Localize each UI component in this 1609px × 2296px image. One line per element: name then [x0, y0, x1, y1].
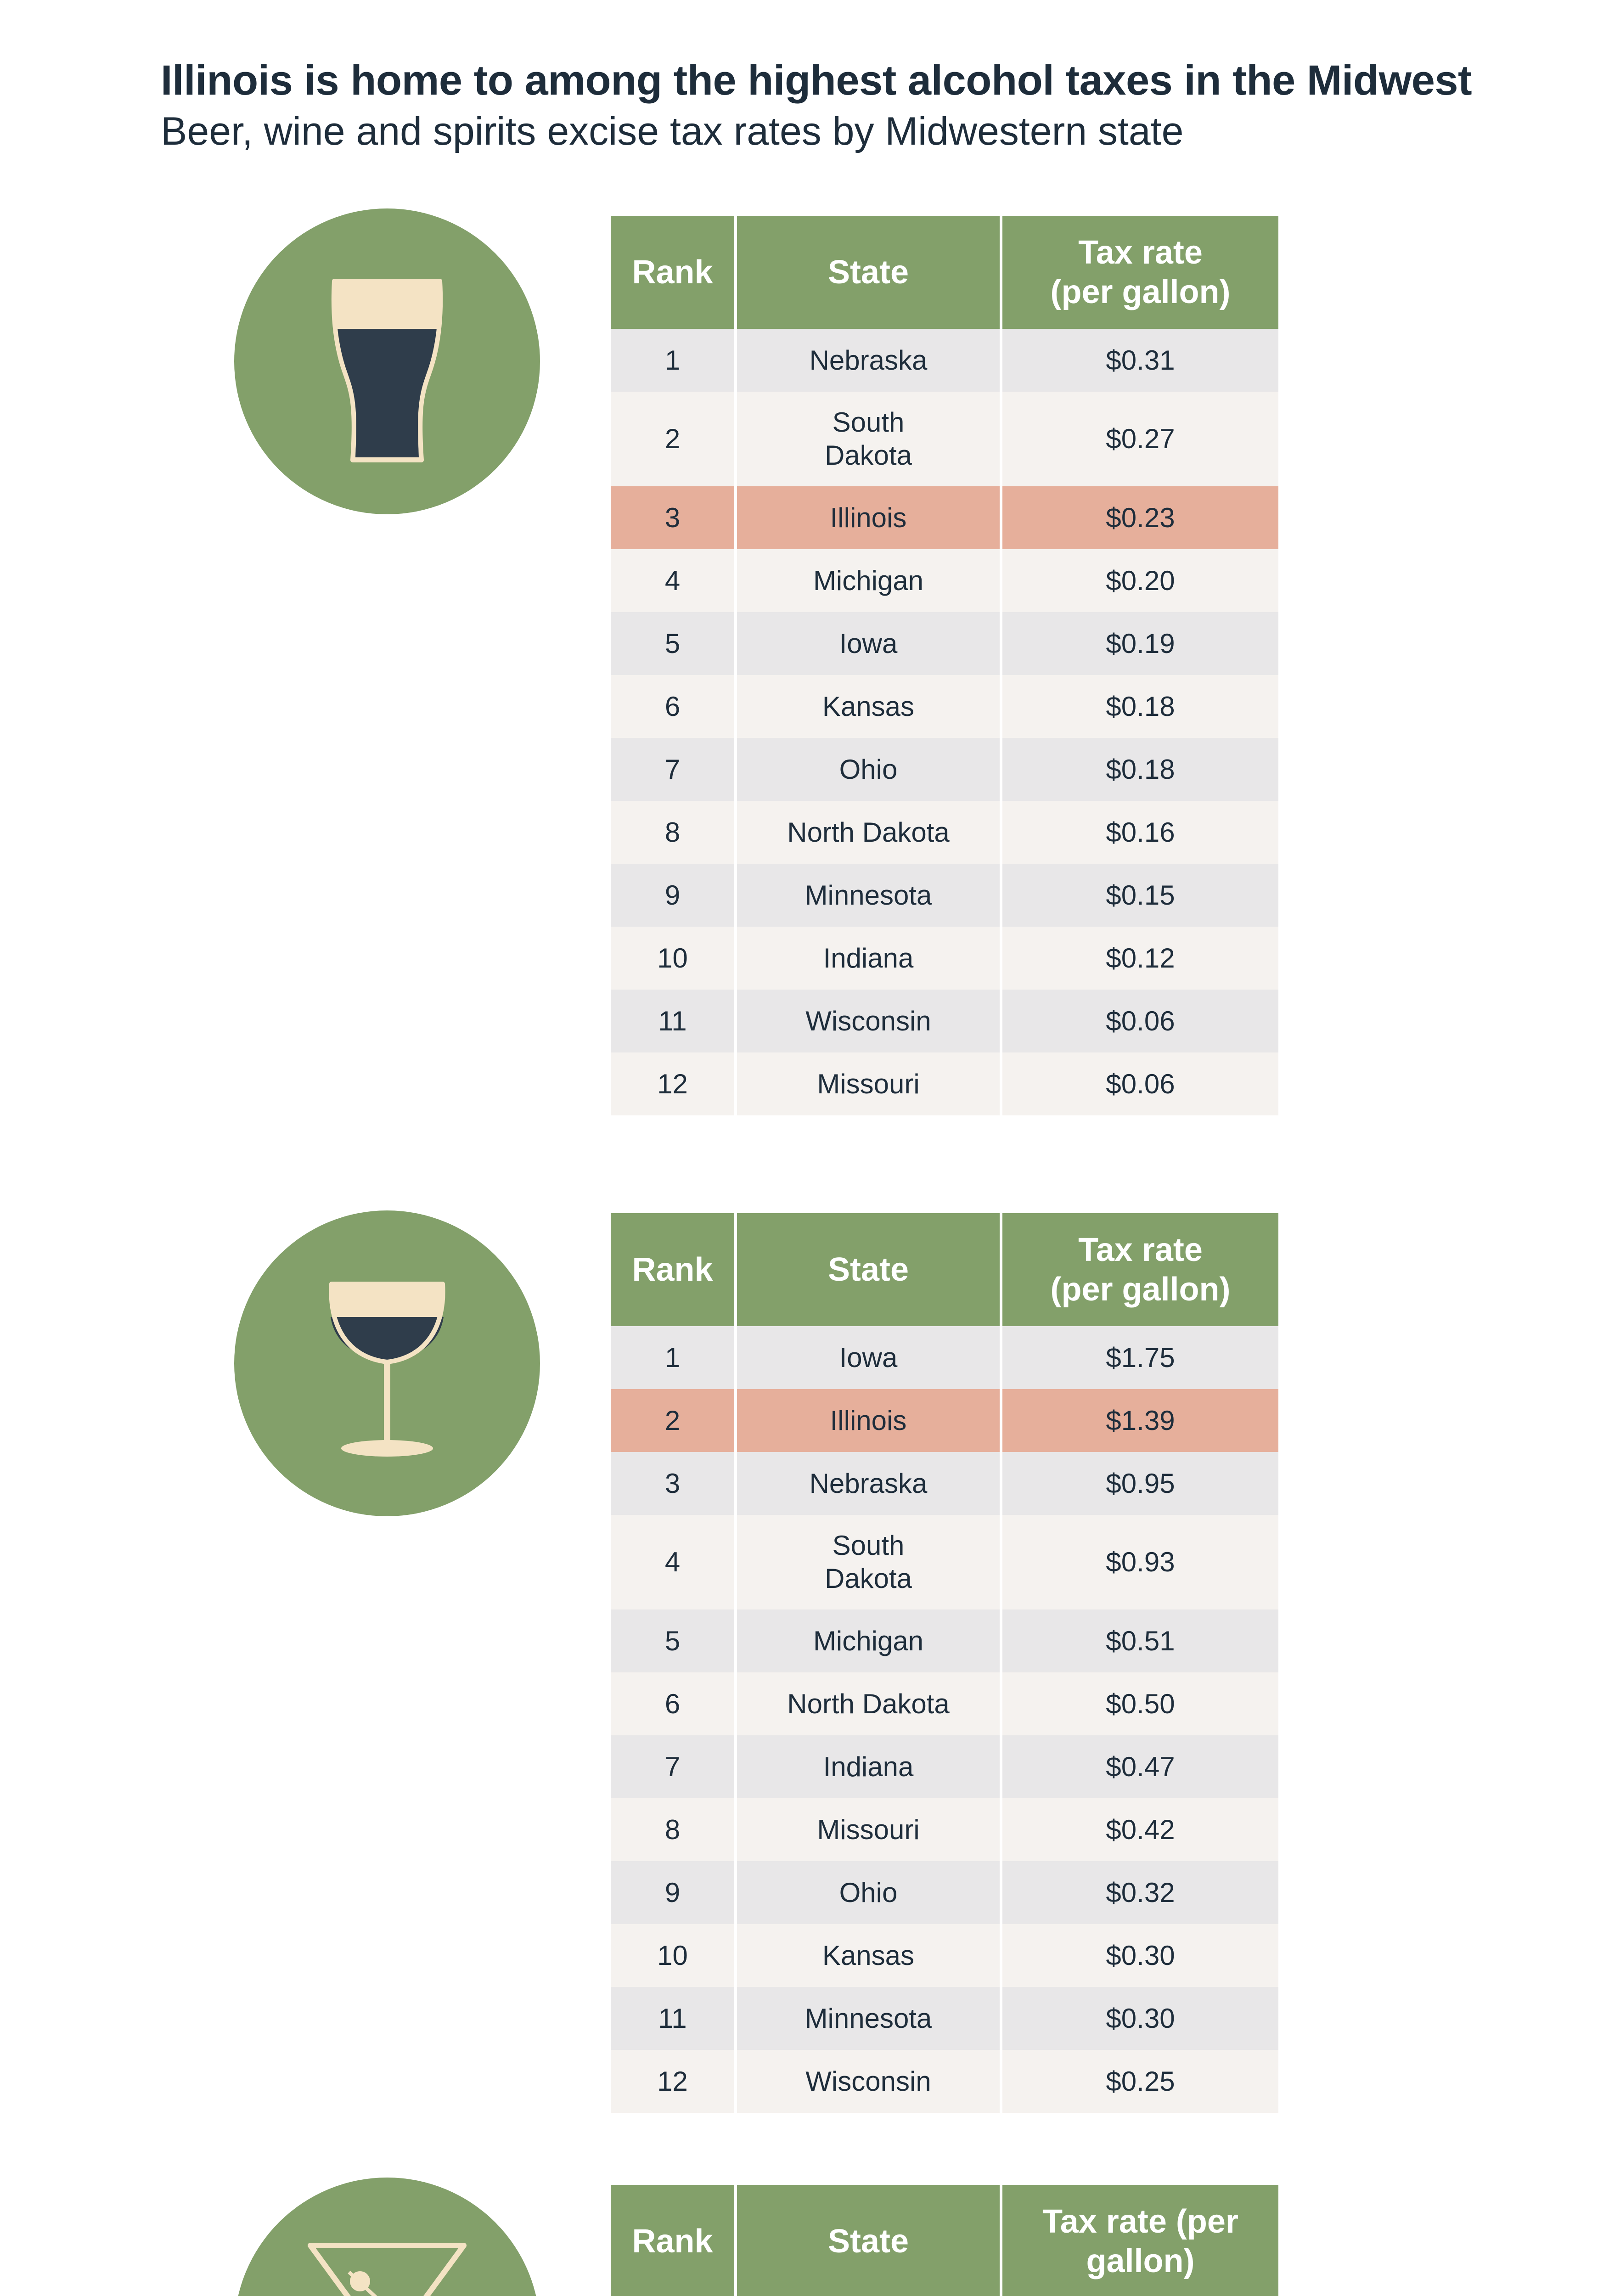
table-header-row [611, 2185, 1278, 2296]
table-row [611, 1672, 1278, 1735]
rank-cell: 7 [611, 1735, 736, 1798]
wine-glass-icon [234, 1210, 540, 1516]
tax-cell: $0.32 [1001, 1861, 1278, 1924]
column-header-tax: Tax rate (per gallon) [1001, 1213, 1278, 1326]
rank-cell: 12 [611, 2050, 736, 2113]
state-cell: Kansas [736, 675, 1001, 738]
rank-cell: 5 [611, 1609, 736, 1672]
rank-cell: 10 [611, 1924, 736, 1987]
tax-cell: $0.18 [1001, 738, 1278, 801]
state-cell: Nebraska [736, 1452, 1001, 1515]
state-cell: Wisconsin [736, 2050, 1001, 2113]
tax-cell: $0.50 [1001, 1672, 1278, 1735]
table-row [611, 1452, 1278, 1515]
table-row [611, 1861, 1278, 1924]
rank-cell: 7 [611, 738, 736, 801]
rank-cell: 9 [611, 864, 736, 927]
tax-cell: $0.19 [1001, 612, 1278, 675]
rank-cell: 2 [611, 1389, 736, 1452]
tax-cell: $0.47 [1001, 1735, 1278, 1798]
rank-cell: 5 [611, 612, 736, 675]
tax-cell: $0.12 [1001, 927, 1278, 990]
tax-cell: $0.15 [1001, 864, 1278, 927]
rank-cell: 8 [611, 1798, 736, 1861]
column-header-rank: Rank [611, 2185, 736, 2296]
table-row [611, 1515, 1278, 1609]
table-header-row [611, 216, 1278, 329]
table-row [611, 486, 1278, 549]
tax-cell: $0.31 [1001, 329, 1278, 392]
table-row [611, 1987, 1278, 2050]
table-row [611, 990, 1278, 1052]
rank-cell: 9 [611, 1861, 736, 1924]
state-cell: Michigan [736, 549, 1001, 612]
tax-cell: $0.23 [1001, 486, 1278, 549]
tax-cell: $0.30 [1001, 1987, 1278, 2050]
beer-glass-icon [234, 208, 540, 514]
table-row [611, 549, 1278, 612]
page-subtitle: Beer, wine and spirits excise tax rates by Midwestern state [161, 109, 1184, 153]
state-cell: South Dakota [736, 1515, 1001, 1609]
table-header-row [611, 1213, 1278, 1326]
rank-cell: 3 [611, 486, 736, 549]
wine-tax-table [611, 1213, 1278, 2113]
state-cell: Missouri [736, 1052, 1001, 1115]
state-cell: Indiana [736, 1735, 1001, 1798]
state-cell: Iowa [736, 1326, 1001, 1389]
state-cell: Ohio [736, 1861, 1001, 1924]
tax-cell: $0.51 [1001, 1609, 1278, 1672]
tax-cell: $0.06 [1001, 1052, 1278, 1115]
state-cell: Kansas [736, 1924, 1001, 1987]
rank-cell: 11 [611, 1987, 736, 2050]
beer-tax-table [611, 216, 1278, 1115]
table-row [611, 392, 1278, 486]
tax-cell: $0.93 [1001, 1515, 1278, 1609]
table-row [611, 1798, 1278, 1861]
tax-cell: $0.42 [1001, 1798, 1278, 1861]
tax-cell: $1.75 [1001, 1326, 1278, 1389]
tax-cell: $0.18 [1001, 675, 1278, 738]
table-row [611, 1924, 1278, 1987]
state-cell: Minnesota [736, 864, 1001, 927]
table-row [611, 1389, 1278, 1452]
rank-cell: 4 [611, 1515, 736, 1609]
rank-cell: 1 [611, 329, 736, 392]
state-cell: Nebraska [736, 329, 1001, 392]
rank-cell: 4 [611, 549, 736, 612]
rank-cell: 6 [611, 1672, 736, 1735]
table-row [611, 675, 1278, 738]
column-header-state: State [736, 216, 1001, 329]
rank-cell: 8 [611, 801, 736, 864]
tax-cell: $0.95 [1001, 1452, 1278, 1515]
rank-cell: 10 [611, 927, 736, 990]
table-row [611, 1326, 1278, 1389]
tax-cell: $1.39 [1001, 1389, 1278, 1452]
header [161, 54, 1472, 157]
column-header-rank: Rank [611, 216, 736, 329]
table-row [611, 1735, 1278, 1798]
column-header-tax: Tax rate (per gallon) [1001, 216, 1278, 329]
rank-cell: 3 [611, 1452, 736, 1515]
state-cell: North Dakota [736, 801, 1001, 864]
table-row [611, 612, 1278, 675]
state-cell: Missouri [736, 1798, 1001, 1861]
spirits-tax-table [611, 2185, 1278, 2296]
tax-cell: $0.25 [1001, 2050, 1278, 2113]
state-cell: Illinois [736, 486, 1001, 549]
table-row [611, 738, 1278, 801]
column-header-tax: Tax rate (per gallon) [1001, 2185, 1278, 2296]
page-title: Illinois is home to among the highest alcohol taxes in the Midwest [161, 57, 1472, 104]
table-row [611, 927, 1278, 990]
table-row [611, 864, 1278, 927]
rank-cell: 2 [611, 392, 736, 486]
rank-cell: 11 [611, 990, 736, 1052]
state-cell: Indiana [736, 927, 1001, 990]
tax-cell: $0.06 [1001, 990, 1278, 1052]
table-row [611, 1609, 1278, 1672]
table-row [611, 2050, 1278, 2113]
column-header-state: State [736, 2185, 1001, 2296]
state-cell: Wisconsin [736, 990, 1001, 1052]
state-cell: South Dakota [736, 392, 1001, 486]
rank-cell: 6 [611, 675, 736, 738]
table-row [611, 329, 1278, 392]
tax-cell: $0.20 [1001, 549, 1278, 612]
table-row [611, 801, 1278, 864]
state-cell: Ohio [736, 738, 1001, 801]
rank-cell: 12 [611, 1052, 736, 1115]
state-cell: North Dakota [736, 1672, 1001, 1735]
column-header-rank: Rank [611, 1213, 736, 1326]
tax-cell: $0.16 [1001, 801, 1278, 864]
table-row [611, 1052, 1278, 1115]
state-cell: Michigan [736, 1609, 1001, 1672]
martini-glass-icon [234, 2178, 540, 2296]
state-cell: Minnesota [736, 1987, 1001, 2050]
rank-cell: 1 [611, 1326, 736, 1389]
column-header-state: State [736, 1213, 1001, 1326]
state-cell: Iowa [736, 612, 1001, 675]
tax-cell: $0.27 [1001, 392, 1278, 486]
state-cell: Illinois [736, 1389, 1001, 1452]
tax-cell: $0.30 [1001, 1924, 1278, 1987]
